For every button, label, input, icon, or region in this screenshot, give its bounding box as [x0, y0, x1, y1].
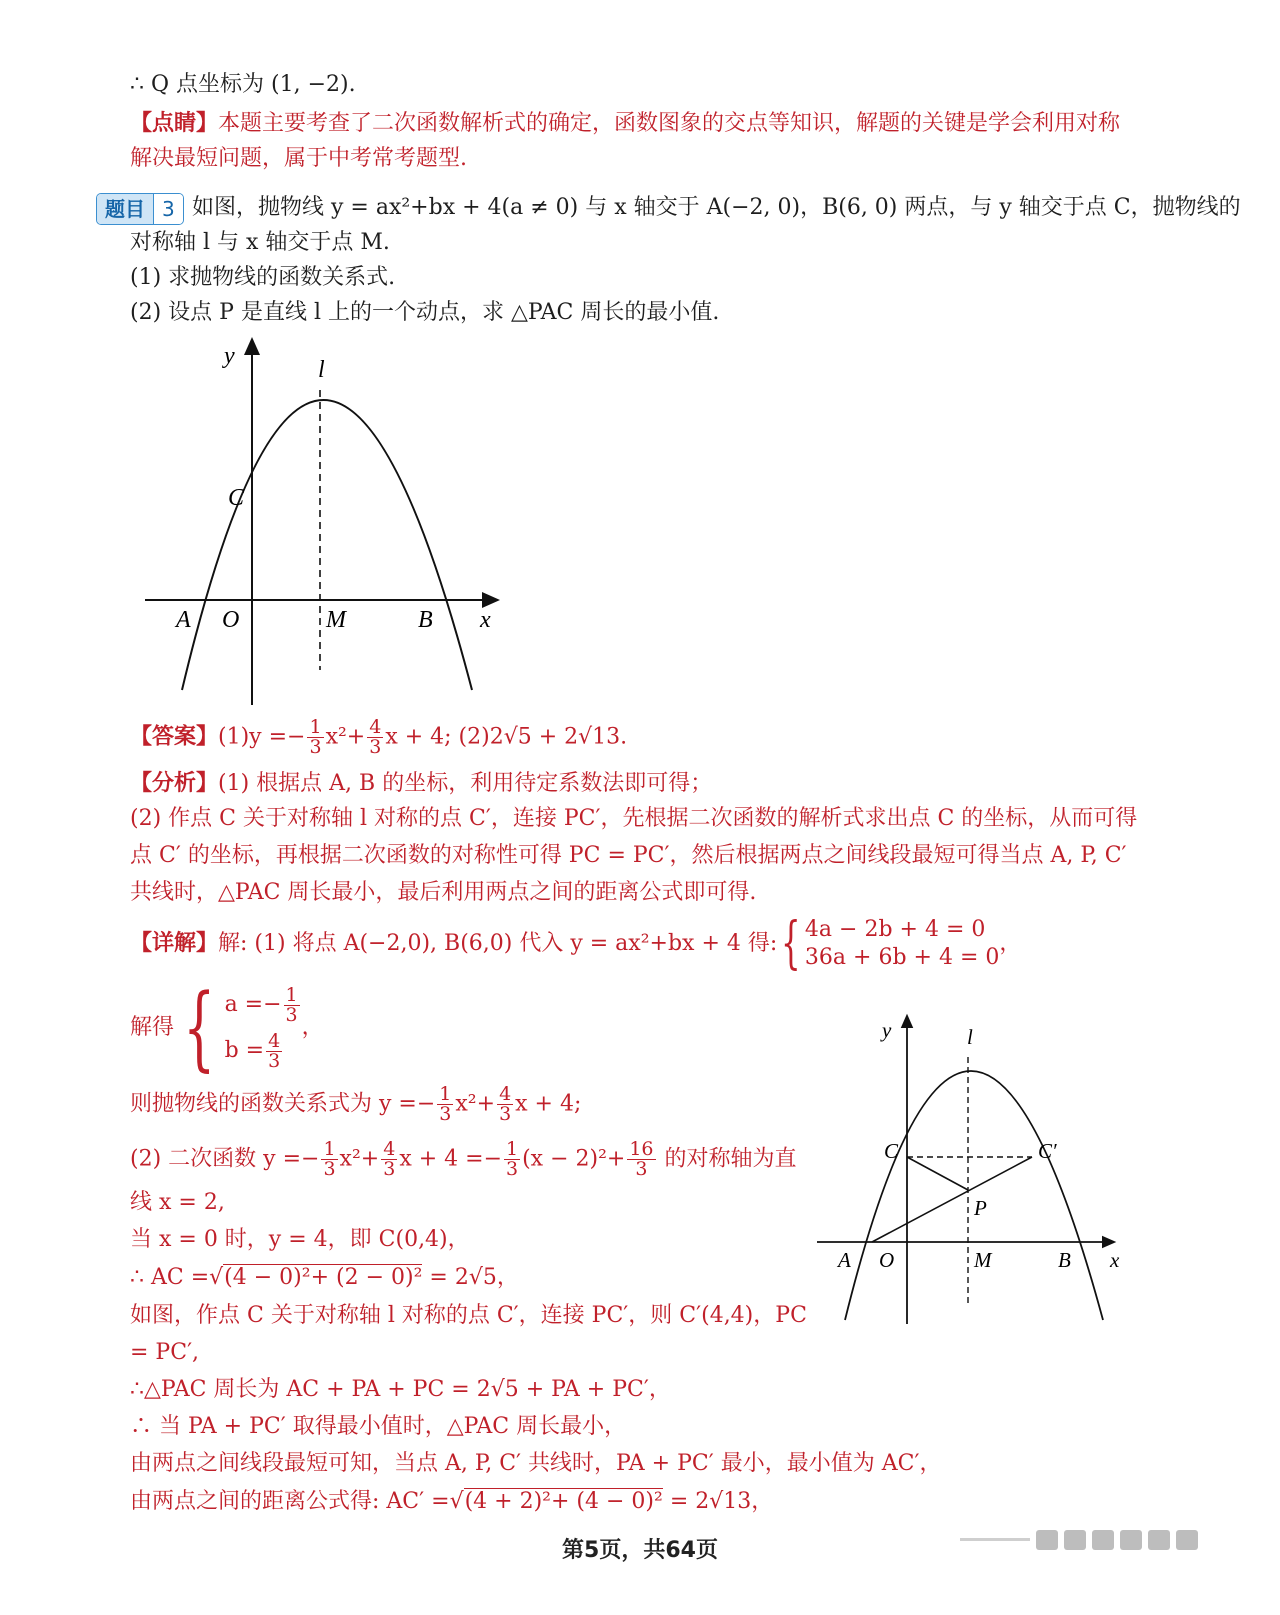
analysis-line-2: (2) 作点 C 关于对称轴 l 对称的点 C′，连接 PC′，先根据二次函数的解析式求出点 C 的坐标，从而可得 [130, 806, 1138, 831]
label-x: x [480, 607, 491, 633]
question-2: (2) 设点 P 是直线 l 上的一个动点，求 △PAC 周长的最小值. [130, 300, 720, 325]
answer-part-3: x + 4; (2)2√5 + 2√13. [385, 724, 628, 750]
label-C: C [228, 485, 245, 511]
answer-line [130, 718, 627, 757]
answer-part-1: (1)y =− [218, 724, 306, 750]
watermark-icon [960, 1526, 1220, 1554]
label-l: l [318, 357, 325, 383]
solution-tag: 【详解】 [130, 930, 219, 956]
answer-fraction-2: $\frac{4}{3}$ [369, 716, 382, 758]
solution-line-10: ∴ 当 PA + PC′ 取得最小值时，△PAC 周长最小， [130, 1414, 627, 1439]
dianjing-line-1 [130, 108, 1120, 139]
solution-line-3: (2) 二次函数 y =− $\frac{1}{3}$ x²+ $\frac{4}{3}$ x + 4 =− $\frac{1}{3}$ (x − 2)²+ $\frac{16}{3}$ 的对称轴为直 [130, 1138, 797, 1180]
label-y-2: y [882, 1018, 892, 1042]
answer-tag: 【答案】 [130, 723, 219, 750]
label-A-2: A [838, 1248, 851, 1272]
solution-line-8: = PC′, [130, 1340, 200, 1365]
analysis-tag: 【分析】 [130, 770, 219, 796]
label-P: P [974, 1196, 987, 1220]
solution-line-1: 【详解】解: (1) 将点 A(−2,0), B(6,0) 代入 y = ax²+bx + 4 得:{ 4a − 2b + 4 = 0 36a + 6b + 4 = 0 ， [130, 911, 1022, 976]
solution-line-12: 由两点之间的距离公式得: AC′ =√(4 + 2)²+ (4 − 0)² = 2√13， [130, 1489, 774, 1514]
problem-badge-number: 3 [153, 194, 183, 224]
solution-line-5: 当 x = 0 时，y = 4，即 C(0,4)， [130, 1227, 470, 1252]
label-M: M [326, 607, 346, 633]
solution-line-6: ∴ AC =√(4 − 0)²+ (2 − 0)² = 2√5， [130, 1265, 519, 1290]
label-Cprime: C′ [1038, 1139, 1057, 1163]
label-l-2: l [967, 1025, 973, 1049]
label-x-2: x [1110, 1248, 1120, 1272]
solution-system: a =− $\frac{1}{3}$ b = $\frac{4}{3}$ [224, 983, 298, 1072]
equation-system-1: 4a − 2b + 4 = 0 36a + 6b + 4 = 0 [804, 917, 1000, 970]
parabola-curve [182, 400, 472, 690]
solution-line-9: ∴△PAC 周长为 AC + PA + PC = 2√5 + PA + PC′， [130, 1377, 671, 1402]
parabola-figure-2 [812, 1012, 1132, 1332]
solution-line-4: 线 x = 2, [130, 1190, 225, 1215]
analysis-line-4: 共线时，△PAC 周长最小，最后利用两点之间的距离公式即可得. [130, 880, 757, 905]
label-M-2: M [974, 1248, 992, 1272]
problem-statement-2: 对称轴 l 与 x 轴交于点 M. [130, 230, 390, 255]
segment-APCprime [872, 1157, 1032, 1242]
dianjing-tag: 【点睛】 [130, 110, 219, 136]
dianjing-text-1: 本题主要考查了二次函数解析式的确定，函数图象的交点等知识，解题的关键是学会利用对称 [218, 111, 1121, 136]
problem-statement-1: 如图，抛物线 y = ax²+bx + 4(a ≠ 0) 与 x 轴交于 A(−2, 0)，B(6, 0) 两点，与 y 轴交于点 C，抛物线的 [192, 195, 1241, 220]
label-y: y [224, 343, 235, 369]
solution-jiede-line: 解得{ a =− $\frac{1}{3}$ b = $\frac{4}{3}$ ， [130, 974, 324, 1081]
page-footer: 第5页，共64页 [562, 1538, 718, 1563]
label-O: O [222, 607, 240, 633]
label-C-2: C [884, 1139, 899, 1163]
solution-text-1: 解: (1) 将点 A(−2,0), B(6,0) 代入 y = ax²+bx + 4 得: [218, 931, 778, 956]
problem-badge [96, 193, 184, 225]
parabola-figure-1 [140, 335, 510, 715]
label-B-2: B [1058, 1248, 1071, 1272]
jiede-label: 解得 [130, 1015, 175, 1040]
dianjing-line-2: 解决最短问题，属于中考常考题型. [130, 146, 467, 171]
answer-part-2: x²+ [325, 724, 366, 750]
analysis-line-1 [130, 768, 712, 799]
analysis-text-1: (1) 根据点 A, B 的坐标，利用待定系数法即可得； [218, 771, 713, 796]
solution-line-7: 如图，作点 C 关于对称轴 l 对称的点 C′，连接 PC′，则 C′(4,4)，PC [130, 1303, 807, 1328]
segment-CP [907, 1157, 968, 1190]
q-point-line: ∴ Q 点坐标为 (1, −2). [130, 72, 356, 97]
label-A: A [176, 607, 191, 633]
solution-line-2: 则抛物线的函数关系式为 y =− $\frac{1}{3}$ x²+ $\frac{4}{3}$ x + 4; [130, 1083, 582, 1125]
analysis-line-3: 点 C′ 的坐标，再根据二次函数的对称性可得 PC = PC′，然后根据两点之间线段最短可得当点 A, P, C′ [130, 843, 1127, 868]
solution-line-11: 由两点之间线段最短可知，当点 A, P, C′ 共线时，PA + PC′ 最小，最小值为 AC′， [130, 1451, 942, 1476]
answer-fraction-1: $\frac{1}{3}$ [309, 716, 322, 758]
problem-badge-label: 题目 [97, 194, 153, 224]
question-1: (1) 求抛物线的函数关系式. [130, 265, 396, 290]
label-O-2: O [879, 1248, 895, 1272]
label-B: B [418, 607, 433, 633]
